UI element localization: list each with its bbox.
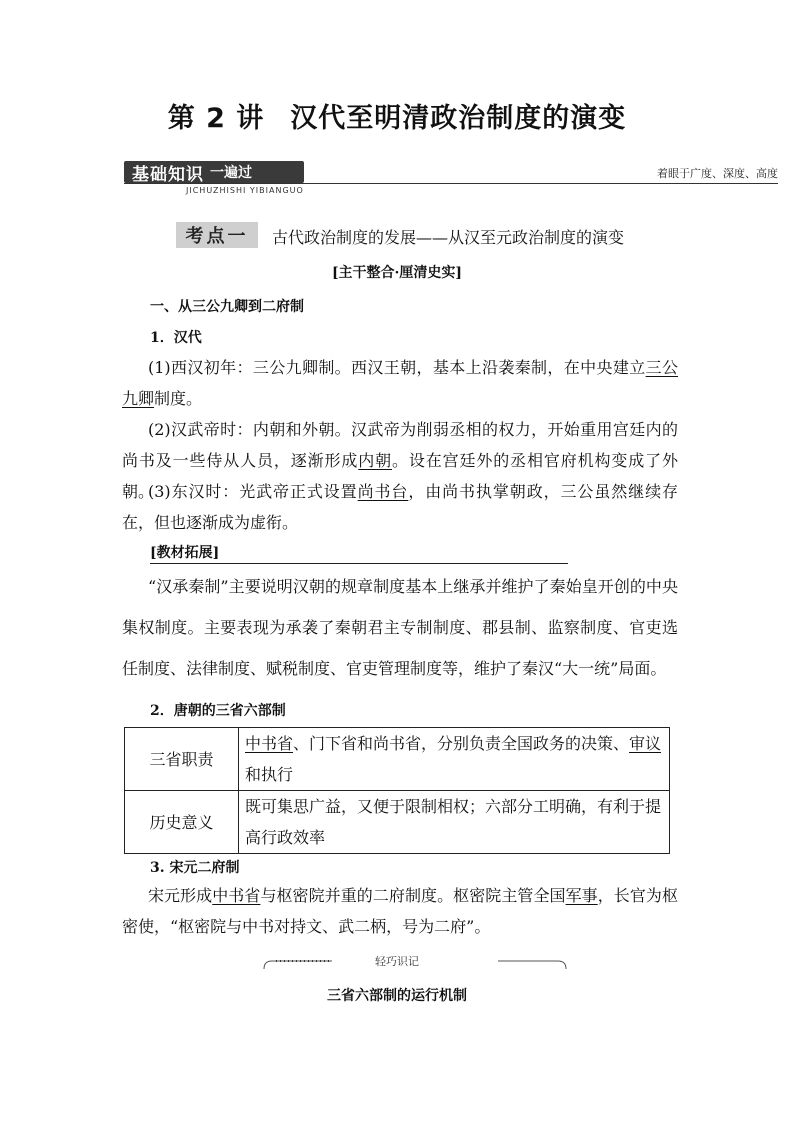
section-heading: [主干整合·厘清史实]	[331, 265, 463, 281]
kaodian-title: 古代政治制度的发展——从汉至元政治制度的演变	[272, 228, 625, 247]
paragraph-eastern-han: (3)东汉时：光武帝正式设置尚书台，由尚书执掌朝政，三公虽然继续存在，但也逐渐成为虚衔。	[122, 482, 678, 532]
section-banner	[124, 161, 304, 183]
lecture-number: 第 2 讲	[167, 103, 265, 134]
key-term: 中书省	[245, 734, 294, 753]
paragraph-emperor-wu: (2)汉武帝时：内朝和外朝。汉武帝为削弱丞相的权力，开始重用宫廷内的尚书及一些侍从人员，逐渐形成内朝。设在宫廷外的丞相官府机构变成了外朝。	[122, 420, 678, 501]
part2-heading: 2．唐朝的三省六部制	[150, 703, 286, 719]
extension-label: [教材拓展]	[150, 545, 220, 561]
table-row	[125, 728, 670, 791]
key-term: 中书省	[212, 886, 261, 905]
extension-rule	[150, 563, 568, 564]
three-departments-table	[124, 727, 670, 854]
banner-pinyin: JICHUZHISHI YIBIANGUO	[186, 186, 304, 195]
banner-label-main: 基础知识	[132, 164, 204, 185]
memo-label: 轻巧识记	[375, 955, 419, 968]
key-term: 审议	[629, 734, 662, 753]
part1-subheading: 1．汉代	[150, 330, 202, 346]
table-row	[125, 791, 670, 854]
banner-divider	[124, 183, 778, 184]
key-term: 尚书台	[357, 482, 409, 501]
table-label-duty: 三省职责	[125, 728, 239, 791]
banner-slogan: 着眼于广度、深度、高度	[657, 167, 778, 180]
table-content-significance: 既可集思广益，又便于限制相权；六部分工明确，有利于提高行政效率	[239, 791, 670, 854]
paragraph-western-han: (1)西汉初年：三公九卿制。西汉王朝，基本上沿袭秦制，在中央建立三公九卿制度。	[122, 358, 678, 408]
table-label-significance: 历史意义	[125, 791, 239, 854]
banner-label-sub: 一遍过	[210, 165, 252, 181]
key-term: 内朝	[358, 451, 392, 470]
part1-heading: 一、从三公九卿到二府制	[150, 299, 304, 315]
lecture-title: 汉代至明清政治制度的演变	[290, 103, 627, 134]
page-title	[0, 96, 794, 135]
key-term: 军事	[565, 886, 598, 905]
kaodian-badge: 考点一	[176, 222, 258, 248]
extension-text: “汉承秦制”主要说明汉朝的规章制度基本上继承并维护了秦始皇开创的中央集权制度。主要表现为承袭了秦朝君主专制制度、郡县制、监察制度、官吏选任制度、法律制度、赋税制度、官吏管理制度等，维护了秦汉“大一统”局面。	[122, 577, 678, 678]
paragraph-song-yuan: 宋元形成中书省与枢密院并重的二府制度。枢密院主管全国军事，长官为枢密使，“枢密院与中书对持文、武二柄，号为二府”。	[122, 886, 678, 936]
part3-heading: 3. 宋元二府制	[150, 860, 240, 876]
memo-title: 三省六部制的运行机制	[327, 988, 467, 1004]
key-term: 三公九卿	[122, 358, 678, 408]
table-content-duty: 中书省、门下省和尚书省，分别负责全国政务的决策、审议和执行	[239, 728, 670, 791]
